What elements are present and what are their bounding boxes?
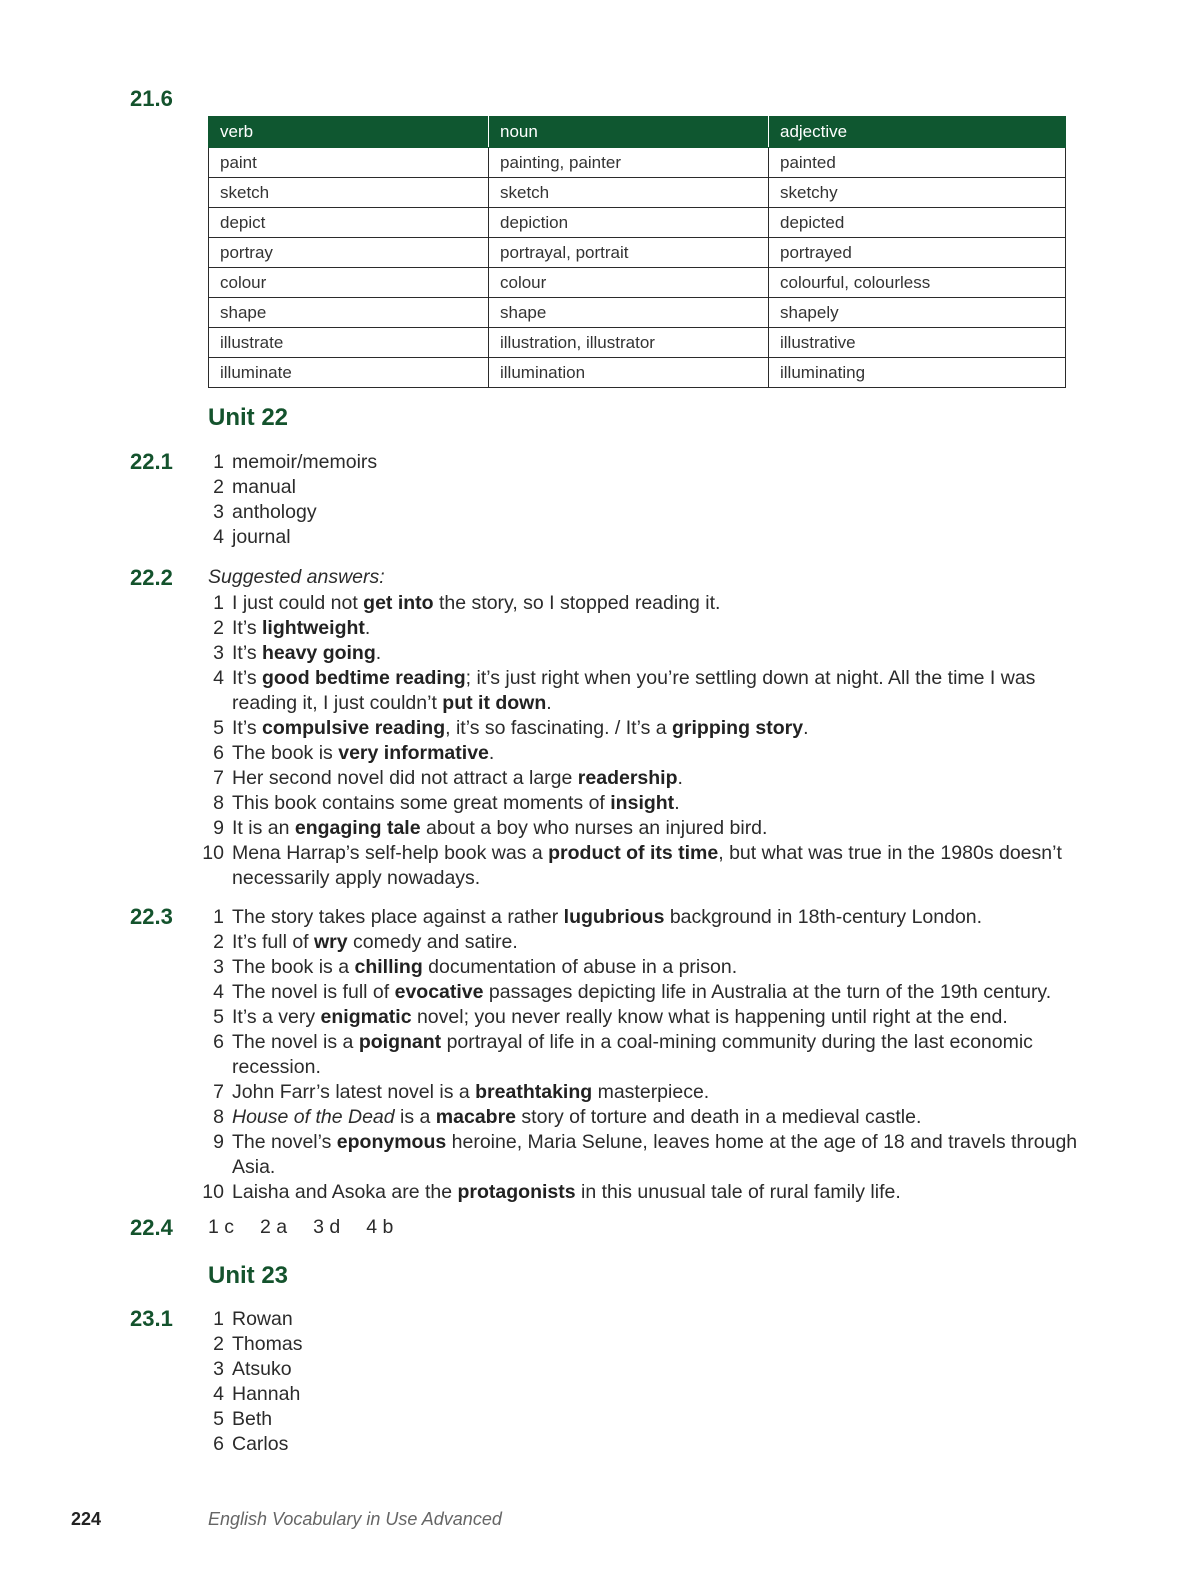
item-text: . — [674, 792, 680, 814]
unit-title: Unit 23 — [208, 1262, 289, 1289]
item-text: portrayal of life in a coal-mining community during the last economic recession. — [232, 1031, 1033, 1078]
table-cell: portrayed — [769, 238, 1066, 268]
list-item — [208, 930, 1078, 955]
list-item — [208, 1382, 302, 1407]
table-row — [209, 238, 1066, 268]
key-phrase: breathtaking — [475, 1081, 593, 1103]
item-text: journal — [232, 526, 291, 548]
item-text: It’s a very — [232, 1006, 321, 1028]
item-number: 8 — [213, 792, 224, 814]
table-cell: depiction — [489, 208, 769, 238]
column-header: adjective — [769, 117, 1066, 148]
key-phrase: product of its time — [548, 842, 719, 864]
list-item — [208, 791, 1068, 816]
key-phrase: readership — [577, 767, 678, 789]
item-text: heroine, Maria Selune, leaves home at the age of 18 and travels through Asia. — [232, 1131, 1078, 1178]
matching-answers — [208, 1216, 393, 1239]
item-text: is a — [394, 1106, 436, 1128]
item-text: . — [488, 742, 495, 764]
item-text: The book is — [232, 742, 339, 764]
item-number: 3 — [213, 642, 224, 664]
list-item — [208, 641, 1068, 666]
list-item — [208, 591, 1068, 616]
suggested-answers-label: Suggested answers: — [208, 566, 385, 588]
key-phrase: put it down — [442, 692, 547, 714]
table-header-row — [209, 117, 1066, 148]
item-text: Laisha and Asoka are the — [232, 1181, 458, 1203]
answer-list — [208, 1307, 302, 1457]
table-cell: colour — [209, 268, 489, 298]
table-cell: paint — [209, 148, 489, 178]
list-item — [208, 1005, 1078, 1030]
column-header: verb — [209, 117, 489, 148]
item-text: background in 18th-century London. — [664, 906, 983, 928]
table-cell: illustrate — [209, 328, 489, 358]
item-text: Thomas — [232, 1333, 303, 1355]
item-number: 2 — [213, 617, 224, 639]
table-row — [209, 328, 1066, 358]
list-item — [208, 1030, 1078, 1080]
item-text: passages depicting life in Australia at the turn of the 19th century. — [483, 981, 1052, 1003]
answer-item: 1 c — [208, 1216, 235, 1238]
word-forms-table — [208, 116, 1066, 388]
key-phrase: engaging tale — [294, 817, 421, 839]
list-item — [208, 980, 1078, 1005]
item-number: 4 — [213, 981, 224, 1003]
exercise-number: 23.1 — [130, 1306, 173, 1331]
item-text: , but what was true in the 1980s doesn’t necessarily apply nowadays. — [232, 842, 1062, 889]
item-number: 9 — [213, 1131, 224, 1153]
item-number: 4 — [213, 1383, 224, 1405]
item-number: 6 — [213, 1031, 224, 1053]
table-cell: colourful, colourless — [769, 268, 1066, 298]
item-text: masterpiece. — [592, 1081, 710, 1103]
item-text: the story, so I stopped reading it. — [433, 592, 721, 614]
key-phrase: compulsive reading — [261, 717, 446, 739]
list-item — [208, 1307, 302, 1332]
list-item — [208, 1080, 1078, 1105]
column-header: noun — [489, 117, 769, 148]
list-item — [208, 766, 1068, 791]
list-item — [208, 666, 1068, 716]
item-number: 1 — [213, 592, 224, 614]
exercise-number: 22.4 — [130, 1215, 173, 1240]
item-number: 1 — [213, 1308, 224, 1330]
item-text: The book is a — [232, 956, 355, 978]
table-cell: colour — [489, 268, 769, 298]
key-phrase: wry — [314, 931, 348, 953]
list-item — [202, 841, 1068, 891]
item-text: The story takes place against a rather — [232, 906, 564, 928]
key-phrase: gripping story — [672, 717, 804, 739]
key-phrase: evocative — [394, 981, 484, 1003]
item-text: This book contains some great moments of — [232, 792, 611, 814]
book-title-italic: House of the Dead — [232, 1106, 395, 1128]
table-cell: sketch — [489, 178, 769, 208]
table-cell: sketchy — [769, 178, 1066, 208]
item-text: It’s — [232, 642, 262, 664]
item-text: memoir/memoirs — [232, 451, 378, 473]
table-cell: illustrative — [769, 328, 1066, 358]
key-phrase: lugubrious — [563, 906, 665, 928]
exercise-number: 22.3 — [130, 904, 173, 929]
item-text: Atsuko — [232, 1358, 292, 1380]
item-text: manual — [232, 476, 296, 498]
key-phrase: good bedtime reading — [261, 667, 466, 689]
page-number: 224 — [71, 1509, 102, 1529]
item-number: 5 — [213, 1408, 224, 1430]
list-item — [208, 475, 377, 500]
answer-list — [208, 450, 377, 550]
answer-list — [202, 905, 1078, 1205]
table-cell: shape — [489, 298, 769, 328]
list-item — [208, 741, 1068, 766]
item-text: It’s — [232, 717, 262, 739]
list-item — [202, 1180, 1078, 1205]
table-cell: shapely — [769, 298, 1066, 328]
item-number: 8 — [213, 1106, 224, 1128]
table-row — [209, 148, 1066, 178]
list-item — [208, 1357, 302, 1382]
item-text: about a boy who nurses an injured bird. — [420, 817, 768, 839]
table-row — [209, 298, 1066, 328]
list-item — [208, 905, 1078, 930]
item-text: John Farr’s latest novel is a — [232, 1081, 476, 1103]
exercise-number: 21.6 — [130, 86, 173, 111]
exercise-number: 22.2 — [130, 565, 173, 590]
item-text: . — [546, 692, 552, 714]
item-number: 7 — [213, 1081, 224, 1103]
item-number: 6 — [213, 1433, 224, 1455]
item-number: 9 — [213, 817, 224, 839]
item-number: 5 — [213, 717, 224, 739]
key-phrase: heavy going — [261, 642, 376, 664]
item-number: 10 — [202, 842, 224, 864]
item-text: ; it’s just right when you’re settling down at night. All the time I was reading it, I just couldn’t — [232, 667, 1036, 714]
list-item — [208, 1407, 302, 1432]
table-cell: illuminate — [209, 358, 489, 388]
table-cell: depict — [209, 208, 489, 238]
list-item — [208, 500, 377, 525]
item-number: 3 — [213, 956, 224, 978]
item-text: The novel’s — [232, 1131, 337, 1153]
item-number: 4 — [213, 667, 224, 689]
key-phrase: get into — [363, 592, 434, 614]
key-phrase: enigmatic — [320, 1006, 412, 1028]
item-text: , it’s so fascinating. / It’s a — [445, 717, 673, 739]
item-number: 2 — [213, 476, 224, 498]
item-number: 3 — [213, 1358, 224, 1380]
table-cell: illuminating — [769, 358, 1066, 388]
item-text: Rowan — [232, 1308, 293, 1330]
answer-item: 4 b — [366, 1216, 394, 1238]
item-text: anthology — [232, 501, 317, 523]
item-number: 5 — [213, 1006, 224, 1028]
item-text: . — [375, 642, 382, 664]
table-row — [209, 268, 1066, 298]
list-item — [208, 716, 1068, 741]
list-item — [208, 525, 377, 550]
item-number: 4 — [213, 526, 224, 548]
key-phrase: eponymous — [336, 1131, 447, 1153]
table-cell: portrayal, portrait — [489, 238, 769, 268]
table-cell: illustration, illustrator — [489, 328, 769, 358]
unit-title: Unit 22 — [208, 404, 289, 431]
item-text: Beth — [232, 1408, 273, 1430]
item-text: It’s — [232, 617, 262, 639]
item-text: documentation of abuse in a prison. — [422, 956, 738, 978]
item-number: 2 — [213, 931, 224, 953]
item-text: in this unusual tale of rural family life. — [575, 1181, 901, 1203]
item-number: 2 — [213, 1333, 224, 1355]
item-text: It’s full of — [232, 931, 315, 953]
item-text: It is an — [232, 817, 295, 839]
item-number: 1 — [213, 906, 224, 928]
table-cell: sketch — [209, 178, 489, 208]
item-text: comedy and satire. — [347, 931, 518, 953]
table-row — [209, 178, 1066, 208]
list-item — [208, 616, 1068, 641]
item-text: I just could not — [232, 592, 364, 614]
item-number: 1 — [213, 451, 224, 473]
item-text: The novel is full of — [232, 981, 395, 1003]
table-cell: illumination — [489, 358, 769, 388]
list-item — [208, 1332, 302, 1357]
key-phrase: lightweight — [261, 617, 365, 639]
book-title: English Vocabulary in Use Advanced — [208, 1509, 502, 1529]
item-text: Carlos — [232, 1433, 289, 1455]
item-text: novel; you never really know what is happening until right at the end. — [411, 1006, 1008, 1028]
list-item — [208, 450, 377, 475]
table-body — [209, 148, 1066, 388]
item-text: The novel is a — [232, 1031, 359, 1053]
table-cell: depicted — [769, 208, 1066, 238]
item-text: story of torture and death in a medieval castle. — [516, 1106, 922, 1128]
answer-item: 2 a — [260, 1216, 288, 1238]
exercise-number: 22.1 — [130, 449, 173, 474]
list-item — [208, 1130, 1078, 1180]
table-row — [209, 208, 1066, 238]
list-item — [208, 1105, 1078, 1130]
key-phrase: insight — [610, 792, 675, 814]
table-row — [209, 358, 1066, 388]
table-cell: painted — [769, 148, 1066, 178]
table-cell: portray — [209, 238, 489, 268]
item-number: 3 — [213, 501, 224, 523]
item-number: 7 — [213, 767, 224, 789]
item-text: Hannah — [232, 1383, 301, 1405]
item-text: . — [677, 767, 683, 789]
key-phrase: macabre — [435, 1106, 517, 1128]
item-number: 10 — [202, 1181, 224, 1203]
item-text: . — [803, 717, 809, 739]
list-item — [208, 816, 1068, 841]
list-item — [208, 955, 1078, 980]
table-cell: shape — [209, 298, 489, 328]
item-text: Mena Harrap’s self-help book was a — [232, 842, 549, 864]
key-phrase: very informative — [338, 742, 489, 764]
key-phrase: poignant — [358, 1031, 442, 1053]
item-number: 6 — [213, 742, 224, 764]
list-item — [208, 1432, 302, 1457]
key-phrase: chilling — [354, 956, 423, 978]
item-text: It’s — [232, 667, 262, 689]
item-text: . — [364, 617, 371, 639]
answer-item: 3 d — [313, 1216, 341, 1238]
answer-list — [202, 591, 1068, 891]
key-phrase: protagonists — [457, 1181, 576, 1203]
table-cell: painting, painter — [489, 148, 769, 178]
item-text: Her second novel did not attract a large — [232, 767, 578, 789]
